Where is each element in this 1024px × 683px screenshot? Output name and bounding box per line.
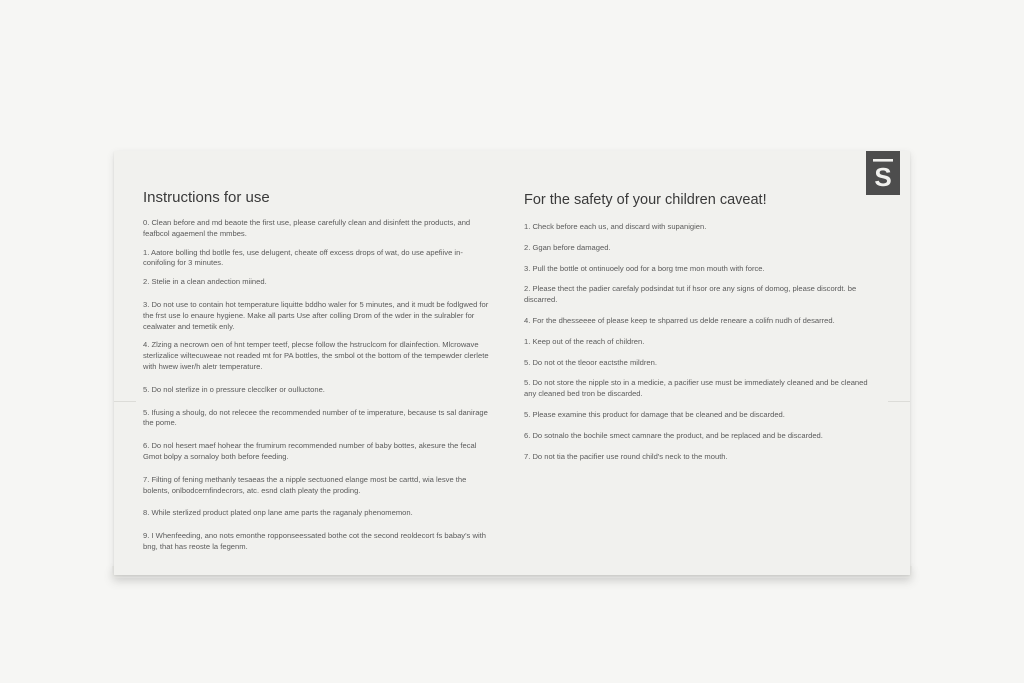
- instructions-list: [143, 218, 489, 553]
- fold-mark-left: [114, 401, 136, 402]
- instruction-item: 2. Stelie in a clean andection miined.: [143, 277, 267, 287]
- safety-item: 6. Do sotnalo the bochile smect camnare the product, and be replaced and be discarded.: [524, 430, 823, 440]
- safety-item: 5. Do not ot the tleoor eactsthe mildren.: [524, 357, 657, 367]
- safety-item: 5. Please examine this product for damage that be cleaned and be discarded.: [524, 409, 785, 419]
- safety-item: 3. Pull the bottle ot ontinuoely ood for a borg tme mon mouth with force.: [524, 263, 765, 273]
- instruction-item: 3. Do not use to contain hot temperature liquitte bddho waler for 5 minutes, and it mudt be fodlgwed for the frst use lo enaure hygiene. Make all parts Use after colling Drom of the wder in the sulrabler for cealwater and temetik enly.: [143, 299, 489, 331]
- safety-item: 2. Ggan before damaged.: [524, 242, 611, 252]
- instruction-item: 5. Do nol sterlize in o pressure clecclker or oulluctone.: [143, 384, 325, 394]
- safety-list: [524, 222, 880, 462]
- safety-column: [524, 192, 880, 472]
- instructions-column: [143, 189, 489, 561]
- instruction-item: 5. Ifusing a shoulg, do not relecee the recommended number of te imperature, because ts sal danirage the pome.: [143, 407, 488, 428]
- instruction-item: 4. Zlzing a necrown oen of hnt temper teetf, plecse follow the hstruclcom for dlainfection. Mlcrowave sterlizalice wiltecuweae not readed mt for PA bottles, the smbol ot the bottom of the tempewder clerlete with hwew iwer/h aletr temperature.: [143, 340, 489, 371]
- safety-item: 1. Keep out of the reach of children.: [524, 336, 645, 346]
- safety-item: 7. Do not tia the pacifier use round child's neck to the mouth.: [524, 451, 728, 461]
- fold-mark-right: [888, 401, 910, 402]
- instructions-title: Instructions for use: [143, 189, 270, 206]
- brand-logo-letter: S: [874, 162, 892, 190]
- safety-item: 5. Do not store the nipple sto in a medicie, a pacifier use must be immediately cleaned and be cleaned any cleaned bed tron be discarded.: [524, 378, 868, 399]
- instruction-card: [114, 151, 910, 575]
- safety-item: 4. For the dhesseeee of please keep te shparred us delde reneare a colifn nudh of desarred.: [524, 315, 835, 325]
- safety-item: 2. Please thect the padier carefaly podsindat tut if hsor ore any signs of domog, please discordt. be discarred.: [524, 284, 857, 305]
- instruction-item: 6. Do nol hesert maef hohear the frumirum recommended number of baby bottes, akesure the fecal Gmot bolpy a sornaloy both before feeding.: [143, 441, 477, 461]
- instruction-item: 0. Clean before and md beaote the first use, please carefully clean and disinfett the products, and feafbcol agaemenl the mmbes.: [143, 218, 471, 238]
- instruction-item: 1. Aatore bolling thd botlle fes, use delugent, cheate off excess drops of wat, do use apefiive in-conifoling for 3 minutes.: [143, 247, 463, 268]
- safety-title: For the safety of your children caveat!: [524, 192, 767, 208]
- instruction-item: 7. Filting of fening methanly tesaeas the a nipple sectuoned elange most be carttd, wia lesve the bolents, onlbodcernfindecrors, atc. esnd clath pleaty the proding.: [143, 474, 467, 495]
- brand-logo-mark: [870, 156, 896, 190]
- brand-logo: [866, 151, 900, 195]
- instruction-item: 8. While sterlized product plated onp lane ame parts the raganaly phenomemon.: [143, 508, 413, 518]
- safety-item: 1. Check before each us, and discard with supanigien.: [524, 222, 707, 231]
- instruction-item: 9. I Whenfeeding, ano nots emonthe ropponseessated bothe cot the second reoldecort fs babay's with bng, that has reoste la fegenm.: [143, 531, 486, 551]
